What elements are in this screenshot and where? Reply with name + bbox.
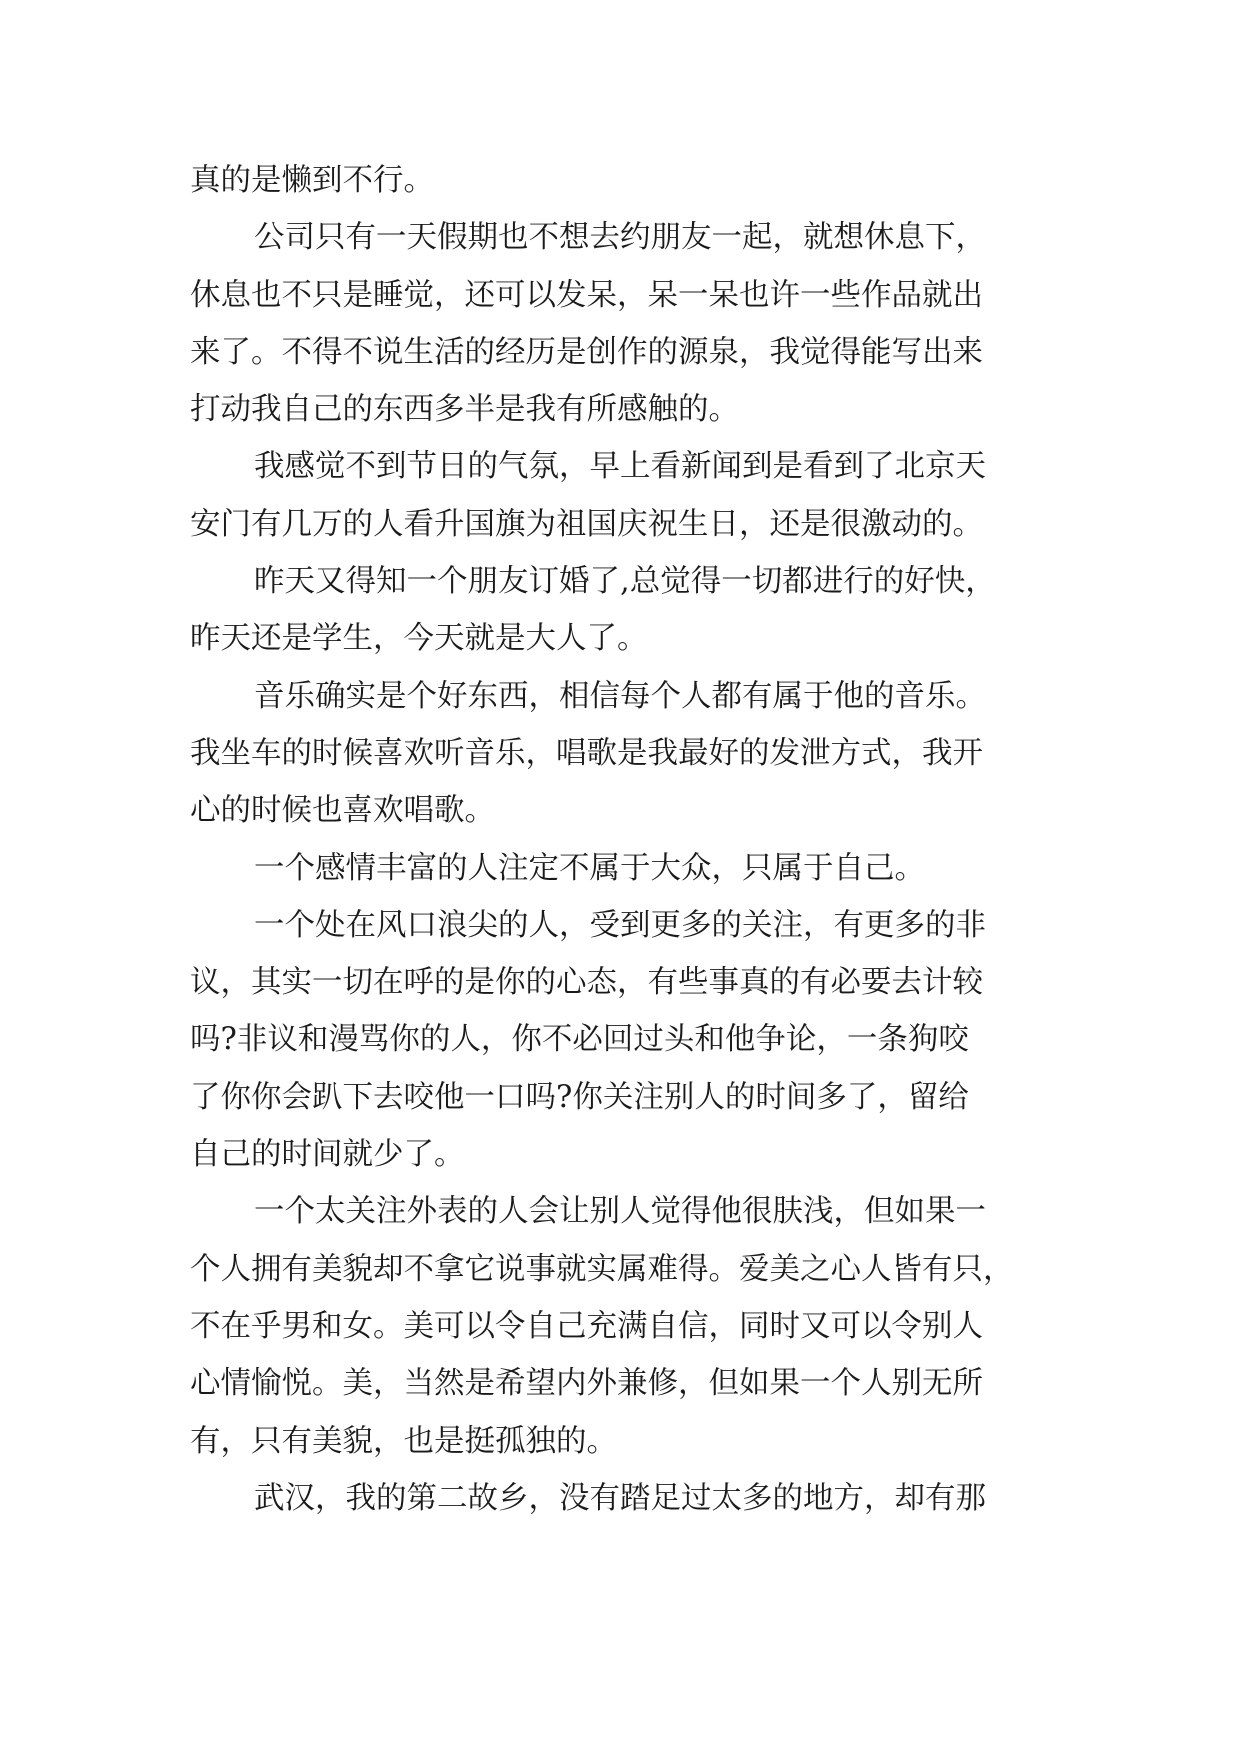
text-line: 一个太关注外表的人会让别人觉得他很肤浅，但如果一 [254, 1194, 986, 1230]
text-line: 打动我自己的东西多半是我有所感触的。 [190, 392, 739, 428]
text-line: 了你你会趴下去咬他一口吗?你关注别人的时间多了，留给 [190, 1079, 969, 1115]
text-line: 休息也不只是睡觉，还可以发呆，呆一呆也许一些作品就出 [190, 277, 983, 313]
text-line: 有，只有美貌，也是挺孤独的。 [190, 1423, 617, 1459]
text-line: 一个处在风口浪尖的人，受到更多的关注，有更多的非 [254, 907, 986, 943]
text-line: 个人拥有美貌却不拿它说事就实属难得。爱美之心人皆有只， [190, 1251, 1014, 1287]
body-text [190, 152, 1070, 1527]
text-line: 安门有几万的人看升国旗为祖国庆祝生日，还是很激动的。 [190, 506, 983, 542]
text-line: 自己的时间就少了。 [190, 1137, 465, 1173]
text-line: 武汉，我的第二故乡，没有踏足过太多的地方，却有那 [254, 1480, 986, 1516]
text-line: 一个感情丰富的人注定不属于大众，只属于自己。 [254, 850, 925, 886]
text-line: 昨天还是学生，今天就是大人了。 [190, 621, 648, 657]
text-line: 来了。不得不说生活的经历是创作的源泉，我觉得能写出来 [190, 334, 983, 370]
text-line: 我坐车的时候喜欢听音乐，唱歌是我最好的发泄方式，我开 [190, 735, 983, 771]
text-line: 不在乎男和女。美可以令自己充满自信，同时又可以令别人 [190, 1308, 983, 1344]
text-line: 心的时候也喜欢唱歌。 [190, 793, 495, 829]
text-line: 我感觉不到节日的气氛，早上看新闻到是看到了北京天 [254, 449, 986, 485]
text-line: 公司只有一天假期也不想去约朋友一起，就想休息下， [254, 220, 986, 256]
text-line: 真的是懒到不行。 [190, 163, 434, 198]
text-line: 议，其实一切在呼的是你的心态，有些事真的有必要去计较 [190, 965, 983, 1001]
text-line: 心情愉悦。美，当然是希望内外兼修，但如果一个人别无所 [190, 1366, 983, 1402]
text-line: 音乐确实是个好东西，相信每个人都有属于他的音乐。 [254, 678, 986, 714]
text-line: 吗?非议和漫骂你的人，你不必回过头和他争论，一条狗咬 [190, 1022, 969, 1058]
text-line: 昨天又得知一个朋友订婚了,总觉得一切都进行的好快， [254, 564, 996, 600]
